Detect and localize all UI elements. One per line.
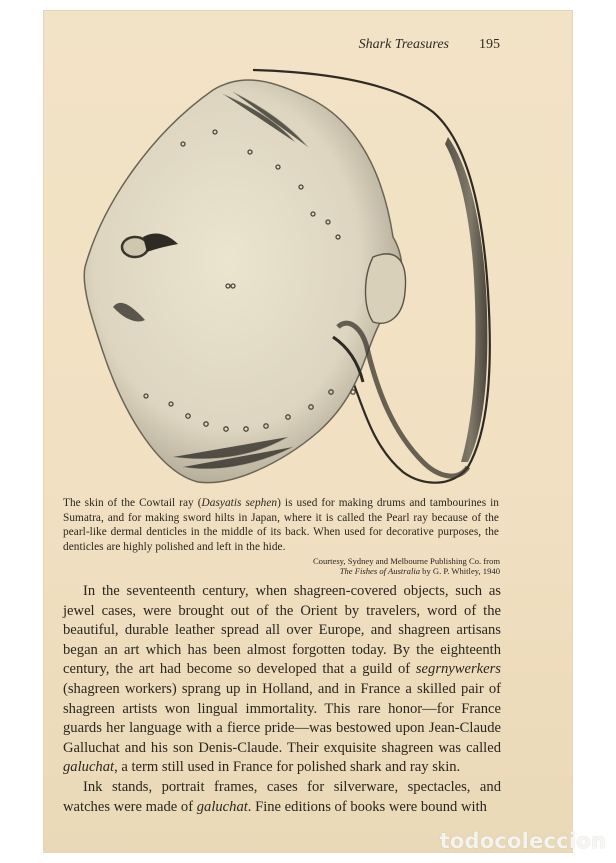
- figure-caption: [63, 496, 499, 554]
- figure-credit: [313, 556, 500, 577]
- paragraph-2: [63, 778, 501, 817]
- credit-book-title: The Fishes of Australia: [339, 566, 421, 577]
- credit-author: by G. P. Whitley, 1940: [420, 566, 500, 577]
- credit-line-1: Courtesy, Sydney and Melbourne Publishing Co. from: [312, 556, 500, 566]
- italic-term: galuchat: [196, 798, 248, 815]
- running-head: [359, 37, 500, 53]
- body-text: [63, 582, 501, 817]
- paragraph-text: (shagreen workers) sprang up in Holland, and in France a skilled pair of shagreen artists won lingual immortality. This rare honor—for France guards her language with a fierce pride—was bestowed upon Jean-Claude Galluchat and his son Denis-Claude. Their exquisite shagreen was called: [63, 680, 501, 756]
- caption-text: ) is used for making drums and tambourines in Sumatra, and for making sword hilts in Japan, where it is called the Pearl ray because of the pearl-like dermal denticles in the middle of its back. When used for decorative purposes, the denticles are highly polished and left in the hide.: [63, 497, 500, 553]
- stingray-illustration: [63, 62, 513, 492]
- paragraph-1: [63, 582, 501, 778]
- running-title: Shark Treasures: [358, 37, 449, 52]
- paragraph-text: , a term still used in France for polished shark and ray skin.: [114, 759, 461, 776]
- credit-line-2: [313, 566, 500, 576]
- caption-text: The skin of the Cowtail ray (: [63, 497, 202, 509]
- page-number: 195: [479, 37, 500, 52]
- caption-species: Dasyatis sephen: [201, 497, 278, 509]
- italic-term: segrnywerkers: [415, 661, 501, 678]
- book-page: [43, 10, 573, 853]
- paragraph-text: In the seventeenth century, when shagreen-covered objects, such as jewel cases, were brought out of the Orient by travelers, word of the beautiful, durable leather spread all over Europe, and shagreen artisans began an art which has been almost forgotten today. By the eighteenth century, the art had become so developed that a guild of: [63, 583, 501, 678]
- italic-term: galuchat: [63, 759, 115, 776]
- paragraph-text: Ink stands, portrait frames, cases for silverware, spectacles, and watches were made of: [63, 778, 501, 815]
- watermark: todocoleccion: [439, 829, 606, 853]
- paragraph-text: . Fine editions of books were bound with: [247, 798, 487, 815]
